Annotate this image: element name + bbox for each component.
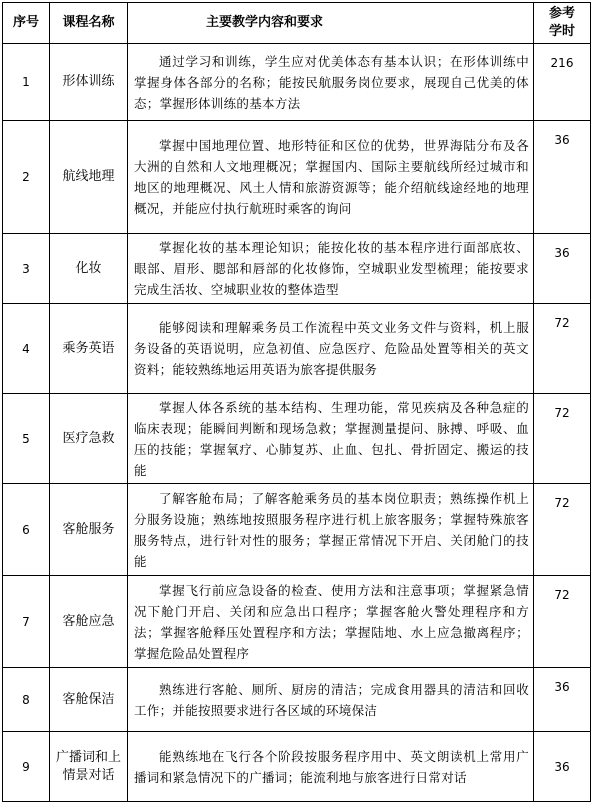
row-course-name: 医疗急救: [50, 394, 128, 484]
row-course-name: 广播词和上情景对话: [50, 732, 128, 802]
row-course-name: 形体训练: [50, 44, 128, 121]
curriculum-table: [2, 2, 591, 802]
row-content: 掌握飞行前应急设备的检查、使用方法和注意事项；掌握紧急情况下舱门开启、关闭和应急出口程序；掌握客舱火警处理程序和方法；掌握客舱释压处置程序和方法；掌握陆地、水上应急撤离程序；掌握危险品处置程序: [128, 576, 534, 668]
row-index: 9: [3, 732, 50, 802]
row-index: 7: [3, 576, 50, 668]
row-course-name: 航线地理: [50, 121, 128, 234]
row-hours: 36: [534, 121, 591, 234]
row-hours: 72: [534, 304, 591, 394]
row-hours: 72: [534, 576, 591, 668]
row-course-name: 客舱保洁: [50, 668, 128, 732]
row-index: 8: [3, 668, 50, 732]
row-content: 熟练进行客舱、厕所、厨房的清洁；完成食用器具的清洁和回收工作；并能按照要求进行各区域的环境保洁: [128, 668, 534, 732]
table-row: [3, 44, 591, 121]
table-row: [3, 304, 591, 394]
header-course-name: 课程名称: [50, 3, 128, 44]
row-course-name: 化妆: [50, 234, 128, 304]
table-row: [3, 732, 591, 802]
header-content: 主要教学内容和要求: [128, 3, 534, 44]
row-course-name: 客舱应急: [50, 576, 128, 668]
header-hours: 参考学时: [534, 3, 591, 44]
row-content: 了解客舱布局；了解客舱乘务员的基本岗位职责；熟练操作机上分服务设施；熟练地按照服务程序进行机上旅客服务；掌握特殊旅客服务特点，进行针对性的服务；掌握正常情况下开启、关闭舱门的技能: [128, 484, 534, 576]
row-hours: 36: [534, 732, 591, 802]
row-course-name: 乘务英语: [50, 304, 128, 394]
table-row: [3, 234, 591, 304]
row-index: 6: [3, 484, 50, 576]
row-index: 1: [3, 44, 50, 121]
row-hours: 36: [534, 234, 591, 304]
table-row: [3, 121, 591, 234]
row-content: 掌握化妆的基本理论知识；能按化妆的基本程序进行面部底妆、眼部、眉形、腮部和唇部的化妆修饰，空城职业发型梳理；能按要求完成生活妆、空城职业妆的整体造型: [128, 234, 534, 304]
table-row: [3, 668, 591, 732]
row-hours: 36: [534, 668, 591, 732]
header-index: 序号: [3, 3, 50, 44]
row-hours: 216: [534, 44, 591, 121]
row-index: 3: [3, 234, 50, 304]
table-row: [3, 484, 591, 576]
table-row: [3, 576, 591, 668]
row-content: 能熟练地在飞行各个阶段按服务程序用中、英文朗读机上常用广播词和紧急情况下的广播词；能流利地与旅客进行日常对话: [128, 732, 534, 802]
row-content: 通过学习和训练，学生应对优美体态有基本认识；在形体训练中掌握身体各部分的名称；能按民航服务岗位要求，展现自己优美的体态；掌握形体训练的基本方法: [128, 44, 534, 121]
row-hours: 72: [534, 394, 591, 484]
row-hours: 72: [534, 484, 591, 576]
row-index: 4: [3, 304, 50, 394]
table-header-row: [3, 3, 591, 44]
row-index: 5: [3, 394, 50, 484]
row-index: 2: [3, 121, 50, 234]
row-content: 掌握人体各系统的基本结构、生理功能，常见疾病及各种急症的临床表现；能瞬间判断和现场急救；掌握测量提问、脉搏、呼吸、血压的技能；掌握氧疗、心肺复苏、止血、包扎、骨折固定、搬运的技能: [128, 394, 534, 484]
row-content: 能够阅读和理解乘务员工作流程中英文业务文件与资料，机上服务设备的英语说明，应急初值、应急医疗、危险品处置等相关的英文资料；能较熟练地运用英语为旅客提供服务: [128, 304, 534, 394]
row-course-name: 客舱服务: [50, 484, 128, 576]
table-row: [3, 394, 591, 484]
row-content: 掌握中国地理位置、地形特征和区位的优势，世界海陆分布及各大洲的自然和人文地理概况；掌握国内、国际主要航线所经过城市和地区的地理概况、风土人情和旅游资源等；能介绍航线途经地的地理概况，并能应付执行航班时乘客的询问: [128, 121, 534, 234]
